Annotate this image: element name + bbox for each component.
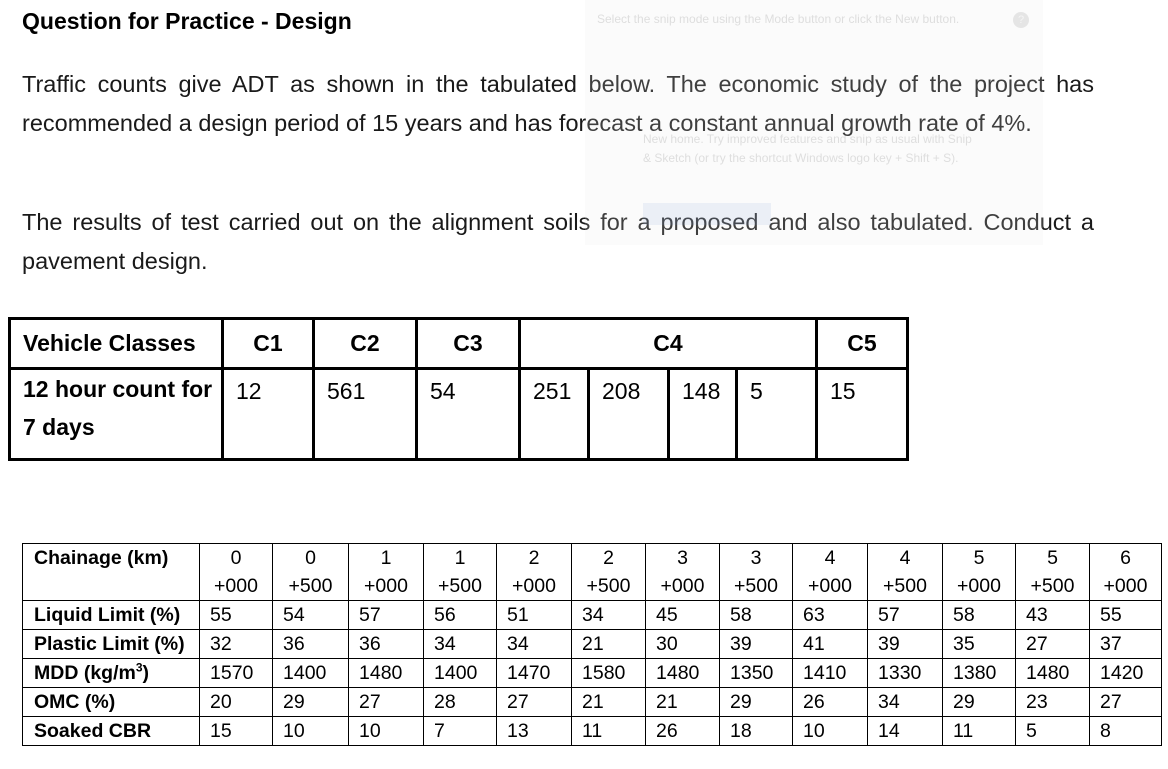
soil-value-cell: 21 [646, 688, 720, 717]
count-period-label: 12 hour count for 7 days [10, 369, 223, 460]
vehicle-count-table [8, 317, 909, 461]
chainage-cell: 4 +500 [868, 544, 943, 601]
class-c2: C2 [314, 319, 417, 369]
soil-value-cell: 1400 [424, 659, 497, 688]
soil-value-cell: 63 [793, 601, 868, 630]
soil-value-cell: 51 [497, 601, 572, 630]
class-c4: C4 [520, 319, 817, 369]
soil-value-cell: 1350 [720, 659, 793, 688]
soil-value-cell: 35 [943, 630, 1016, 659]
chainage-cell: 1 +500 [424, 544, 497, 601]
soil-value-cell: 57 [868, 601, 943, 630]
soil-value-cell: 29 [720, 688, 793, 717]
soil-value-cell: 27 [349, 688, 424, 717]
soil-value-cell: 34 [572, 601, 646, 630]
soil-value-cell: 55 [1090, 601, 1162, 630]
class-c3: C3 [417, 319, 520, 369]
problem-paragraph-traffic: Traffic counts give ADT as shown in the tabulated below. The economic study of the project has recommended a design period of 15 years and has forecast a constant annual growth rate of 4%. [22, 71, 1094, 136]
soil-value-cell: 1400 [273, 659, 349, 688]
soil-value-cell: 58 [720, 601, 793, 630]
soil-value-cell: 1410 [793, 659, 868, 688]
soil-value-cell: 14 [868, 717, 943, 746]
soil-value-cell: 34 [868, 688, 943, 717]
soil-value-cell: 18 [720, 717, 793, 746]
soil-value-cell: 29 [943, 688, 1016, 717]
soil-row [23, 601, 1162, 630]
soil-value-cell: 1480 [646, 659, 720, 688]
soil-row-label: Liquid Limit (%) [23, 601, 200, 630]
soil-row-label: Plastic Limit (%) [23, 630, 200, 659]
snip-overlay-notice: New home. Try improved features and snip as usual with Snip & Sketch (or try the shortcut Windows logo key + Shift + S). [643, 132, 972, 165]
soil-value-cell: 11 [572, 717, 646, 746]
soil-row-label: OMC (%) [23, 688, 200, 717]
chainage-cell: 5 +000 [943, 544, 1016, 601]
chainage-cell: 6 +000 [1090, 544, 1162, 601]
soil-row [23, 688, 1162, 717]
soil-value-cell: 10 [349, 717, 424, 746]
soil-row [23, 630, 1162, 659]
soil-value-cell: 34 [424, 630, 497, 659]
soil-value-cell: 36 [349, 630, 424, 659]
snip-overlay-button [643, 203, 771, 225]
soil-value-cell: 27 [497, 688, 572, 717]
soil-value-cell: 15 [200, 717, 273, 746]
soil-value-cell: 1380 [943, 659, 1016, 688]
soil-value-cell: 41 [793, 630, 868, 659]
chainage-cell: 5 +500 [1016, 544, 1090, 601]
vehicle-header-row [10, 319, 908, 369]
soil-value-cell: 1480 [1016, 659, 1090, 688]
snip-overlay-hint: Select the snip mode using the Mode button or click the New button. [597, 12, 960, 26]
count-c4-d: 5 [737, 369, 817, 460]
chainage-label: Chainage (km) [23, 544, 200, 601]
vehicle-count-row [10, 369, 908, 460]
soil-value-cell: 1580 [572, 659, 646, 688]
soil-value-cell: 32 [200, 630, 273, 659]
chainage-cell: 2 +500 [572, 544, 646, 601]
soil-value-cell: 27 [1016, 630, 1090, 659]
count-c2: 561 [314, 369, 417, 460]
chainage-row [23, 544, 1162, 601]
soil-value-cell: 21 [572, 630, 646, 659]
soil-value-cell: 10 [273, 717, 349, 746]
chainage-cell: 2 +000 [497, 544, 572, 601]
vehicle-classes-label: Vehicle Classes [10, 319, 223, 369]
soil-value-cell: 29 [273, 688, 349, 717]
chainage-cell: 0 +000 [200, 544, 273, 601]
chainage-cell: 0 +500 [273, 544, 349, 601]
soil-value-cell: 1330 [868, 659, 943, 688]
page-title: Question for Practice - Design [22, 8, 352, 34]
soil-value-cell: 28 [424, 688, 497, 717]
soil-value-cell: 45 [646, 601, 720, 630]
soil-test-table [22, 543, 1162, 746]
class-c5: C5 [817, 319, 908, 369]
soil-value-cell: 8 [1090, 717, 1162, 746]
snip-tool-overlay [585, 0, 1043, 245]
count-c4-b: 208 [589, 369, 669, 460]
soil-value-cell: 34 [497, 630, 572, 659]
soil-value-cell: 1570 [200, 659, 273, 688]
chainage-cell: 3 +000 [646, 544, 720, 601]
soil-value-cell: 27 [1090, 688, 1162, 717]
soil-row [23, 717, 1162, 746]
soil-value-cell: 1480 [349, 659, 424, 688]
soil-value-cell: 58 [943, 601, 1016, 630]
count-c4-a: 251 [520, 369, 589, 460]
soil-value-cell: 26 [646, 717, 720, 746]
problem-paragraph-soils: The results of test carried out on the alignment soils for a proposed and also tabulated. Conduct a pavement design. [22, 209, 1094, 274]
soil-value-cell: 13 [497, 717, 572, 746]
chainage-cell: 3 +500 [720, 544, 793, 601]
soil-value-cell: 10 [793, 717, 868, 746]
soil-value-cell: 26 [793, 688, 868, 717]
count-c4-c: 148 [669, 369, 737, 460]
soil-value-cell: 43 [1016, 601, 1090, 630]
soil-value-cell: 36 [273, 630, 349, 659]
soil-value-cell: 54 [273, 601, 349, 630]
soil-row-label: MDD $(kg/m^3)$ [23, 659, 200, 688]
soil-value-cell: 55 [200, 601, 273, 630]
help-icon: ? [1013, 12, 1029, 28]
count-c5: 15 [817, 369, 908, 460]
soil-value-cell: 21 [572, 688, 646, 717]
soil-value-cell: 56 [424, 601, 497, 630]
count-c1: 12 [223, 369, 314, 460]
soil-value-cell: 5 [1016, 717, 1090, 746]
count-c3: 54 [417, 369, 520, 460]
soil-value-cell: 1420 [1090, 659, 1162, 688]
soil-value-cell: 37 [1090, 630, 1162, 659]
class-c1: C1 [223, 319, 314, 369]
soil-value-cell: 20 [200, 688, 273, 717]
soil-value-cell: 23 [1016, 688, 1090, 717]
soil-value-cell: 39 [868, 630, 943, 659]
soil-value-cell: 30 [646, 630, 720, 659]
soil-row [23, 659, 1162, 688]
soil-value-cell: 7 [424, 717, 497, 746]
chainage-cell: 4 +000 [793, 544, 868, 601]
soil-value-cell: 57 [349, 601, 424, 630]
chainage-cell: 1 +000 [349, 544, 424, 601]
soil-value-cell: 39 [720, 630, 793, 659]
soil-row-label: Soaked CBR [23, 717, 200, 746]
soil-value-cell: 11 [943, 717, 1016, 746]
soil-value-cell: 1470 [497, 659, 572, 688]
